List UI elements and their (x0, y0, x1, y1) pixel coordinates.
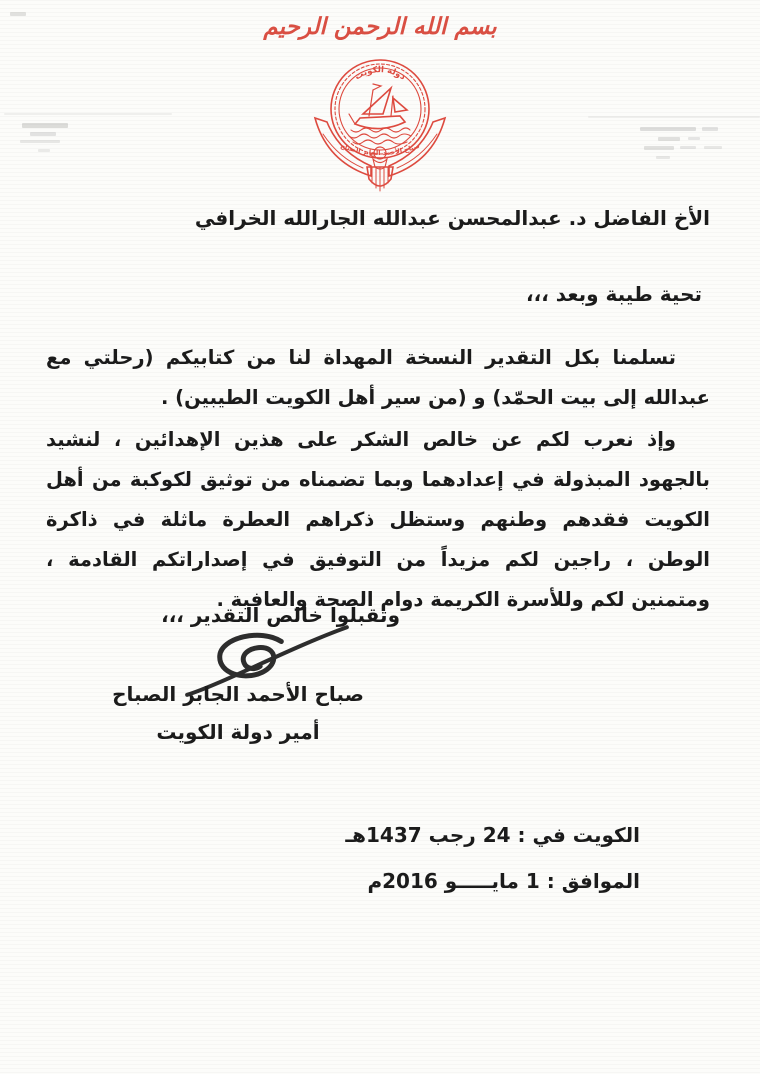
signer-name: صباح الأحمد الجابر الصباح (112, 682, 364, 706)
scan-artifact (22, 123, 68, 128)
signature-block (102, 682, 374, 744)
kuwait-state-emblem (304, 54, 456, 200)
signer-title: أمير دولة الكويت (156, 720, 320, 744)
scan-artifact (30, 132, 56, 136)
scan-artifact (10, 12, 26, 16)
date-hijri: الكويت في : 24 رجب 1437هـ (345, 823, 640, 847)
scan-artifact (644, 146, 674, 150)
scan-artifact (4, 113, 172, 115)
scan-artifact (38, 149, 50, 152)
addressee-line: الأخ الفاضل د. عبدالمحسن عبدالله الجارالله الخرافي (194, 206, 710, 230)
greeting-line: تحية طيبة وبعد ،،، (526, 282, 702, 306)
scan-artifact (704, 146, 722, 149)
date-gregorian: الموافق : 1 مايـــــو 2016م (367, 869, 640, 893)
body-paragraph-2: وإذ نعرب لكم عن خالص الشكر على هذين الإهدائين ، لنشيد بالجهود المبذولة في إعدادهما وبما تضمناه من توثيق لكوكبة من أهل الكويت فقدهم وطنهم وستظل ذكراهم العطرة ماثلة في ذاكرة الوطن ، راجين لكم مزيداً من التوفيق في إصداراتكم القادمة ، ومتمنين لكم وللأسرة الكريمة دوام الصحة والعافية . (46, 427, 710, 611)
scan-artifact (656, 156, 670, 159)
emblem-state-name: دولة الكويت (353, 65, 408, 83)
bismillah-calligraphy: بسم الله الرحمن الرحيم (263, 14, 497, 40)
kuwait-emblem-graphic (304, 54, 456, 196)
date-block (345, 812, 640, 904)
body-paragraph-1: تسلمنا بكل التقدير النسخة المهداة لنا من كتابيكم (رحلتي مع عبدالله إلى بيت الحمّد) و (من سير أهل الكويت الطيبين) . (46, 345, 710, 409)
scan-artifact (658, 137, 680, 141)
emblem-band-name: صباح الأحمد الجابر الصباح (339, 141, 421, 158)
scan-artifact (640, 127, 696, 131)
scan-artifact (688, 137, 700, 140)
scan-artifact (20, 140, 60, 143)
scan-artifact (588, 116, 760, 118)
closing-line: وتقبلوا خالص التقدير ،،، (161, 603, 400, 627)
scan-artifact (680, 146, 696, 149)
scan-artifact (702, 127, 718, 131)
